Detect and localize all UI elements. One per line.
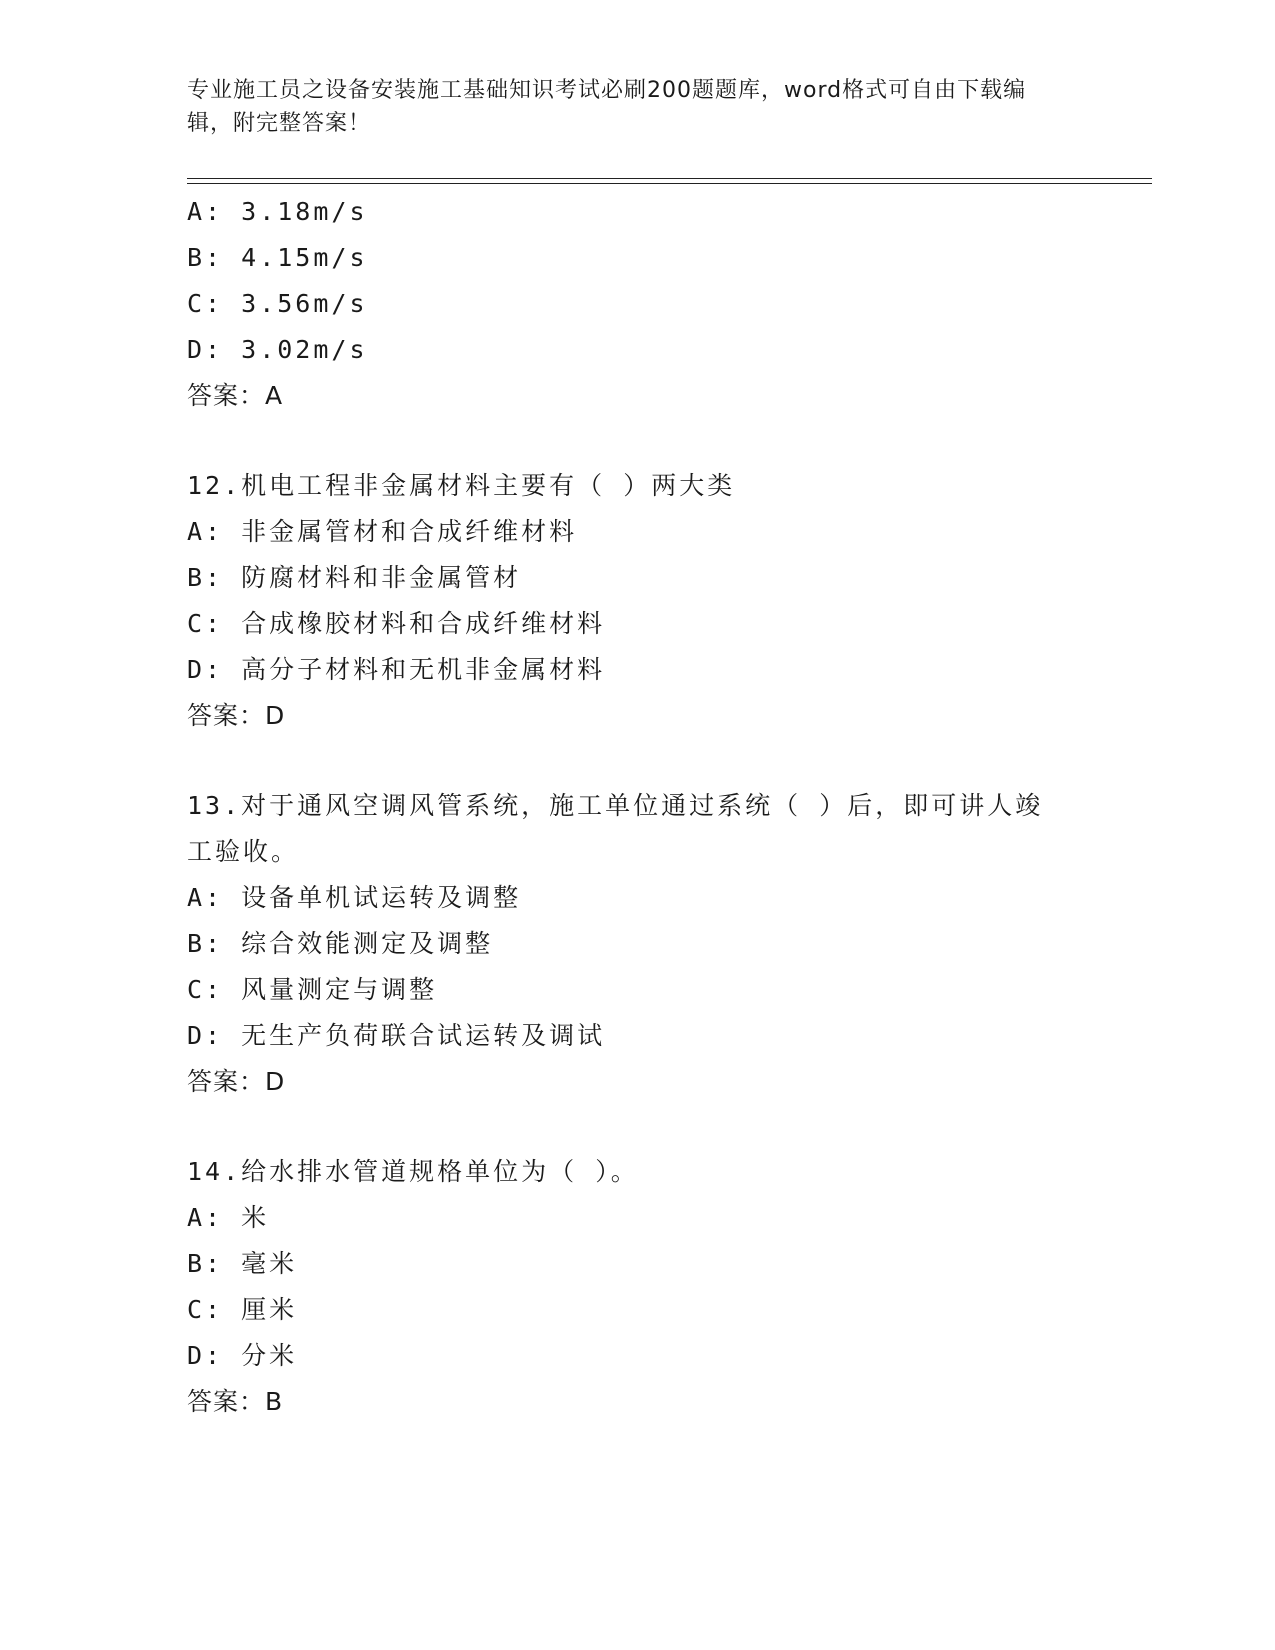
answer: 答案：A — [187, 381, 284, 410]
option-b: B: 4.15m/s — [187, 243, 368, 272]
spacer — [187, 1105, 1087, 1149]
question-13 — [187, 783, 1087, 1105]
answer: 答案：D — [187, 701, 286, 730]
option-c: C: 风量测定与调整 — [187, 975, 438, 1004]
option-d: D: 分米 — [187, 1341, 298, 1370]
answer: 答案：D — [187, 1067, 286, 1096]
question-11 — [187, 189, 1087, 419]
question-12 — [187, 463, 1087, 739]
question-list — [187, 189, 1087, 1425]
option-a: A: 非金属管材和合成纤维材料 — [187, 517, 578, 546]
option-a: A: 米 — [187, 1203, 270, 1232]
option-b: B: 毫米 — [187, 1249, 298, 1278]
question-text: 13.对于通风空调风管系统，施工单位通过系统（ ）后，即可讲人竣工验收。 — [187, 791, 1044, 866]
header-rule-bottom — [187, 183, 1152, 184]
spacer — [187, 419, 1087, 463]
document-header-title: 专业施工员之设备安装施工基础知识考试必刷200题题库，word格式可自由下载编辑，附完整答案！ — [187, 78, 1027, 136]
option-d: D: 3.02m/s — [187, 335, 368, 364]
question-text: 14.给水排水管道规格单位为（ ）。 — [187, 1157, 639, 1186]
option-b: B: 综合效能测定及调整 — [187, 929, 494, 958]
spacer — [187, 739, 1087, 783]
option-a: A: 设备单机试运转及调整 — [187, 883, 522, 912]
option-b: B: 防腐材料和非金属管材 — [187, 563, 522, 592]
option-d: D: 高分子材料和无机非金属材料 — [187, 655, 606, 684]
option-c: C: 3.56m/s — [187, 289, 368, 318]
option-c: C: 厘米 — [187, 1295, 298, 1324]
option-c: C: 合成橡胶材料和合成纤维材料 — [187, 609, 606, 638]
answer: 答案：B — [187, 1387, 284, 1416]
question-14 — [187, 1149, 1087, 1425]
question-text: 12.机电工程非金属材料主要有（ ）两大类 — [187, 471, 736, 500]
header-rule-top — [187, 178, 1152, 179]
option-d: D: 无生产负荷联合试运转及调试 — [187, 1021, 606, 1050]
option-a: A: 3.18m/s — [187, 197, 368, 226]
